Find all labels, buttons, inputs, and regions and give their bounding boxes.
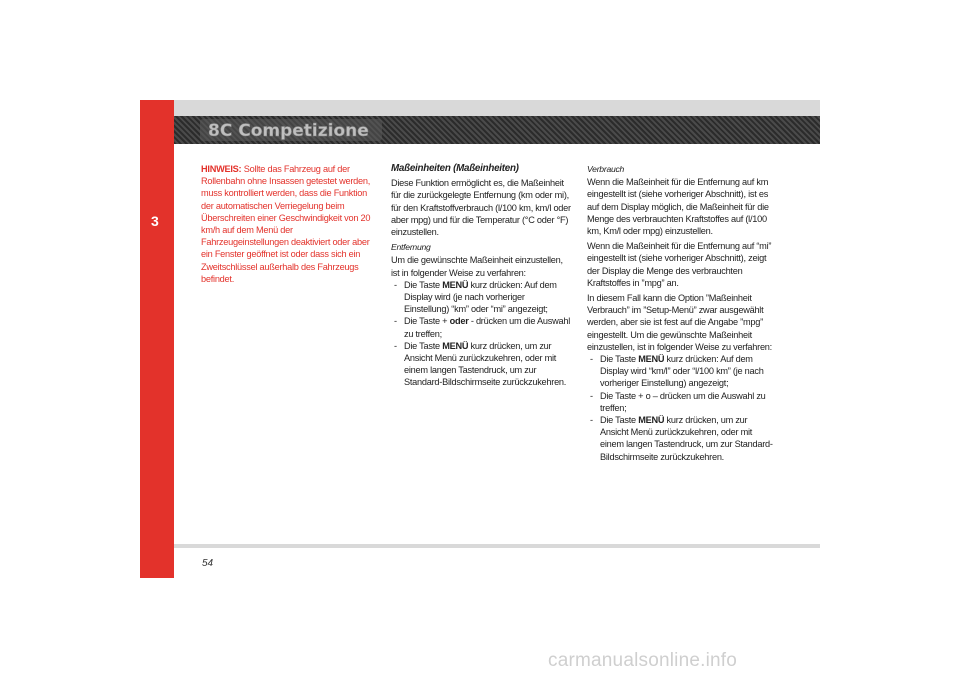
chapter-number: 3	[151, 213, 159, 229]
note-label: HINWEIS:	[201, 164, 242, 174]
verbrauch-steps	[587, 353, 773, 463]
verbrauch-para-3: In diesem Fall kann die Option ”Maßeinheit Verbrauch” im ”Setup-Menü” zwar ausgewählt werden, aber sie ist fest auf die Angabe ”mpg” eingestellt. Um die gewünschte Maßeinheit einzustellen, ist in folgender Weise zu verfahren:	[587, 293, 772, 352]
list-item: - Die Taste MENÜ kurz drücken: Auf dem Display wird (je nach vorheriger Einstellung) “km” oder “mi” angezeigt;	[391, 279, 571, 316]
logo-text: 8C Competizione	[208, 121, 369, 141]
list-item: - Die Taste MENÜ kurz drücken, um zur Ansicht Menü zurückzukehren, oder mit einem langen Tastendruck, um zur Standard-Bildschirmseite zurückzukehren.	[391, 340, 571, 389]
watermark: carmanualsonline.info	[548, 650, 738, 671]
list-item: - Die Taste MENÜ kurz drücken, um zur Ansicht Menü zurückzukehren, oder mit einem langen Tastendruck, um zur Standard-Bildschirmseite zurückzukehren.	[587, 414, 773, 463]
list-item: - Die Taste MENÜ kurz drücken: Auf dem Display wird “km/l” oder “l/100 km” (je nach vorheriger Einstellung) angezeigt;	[587, 353, 773, 390]
footer-rule	[174, 544, 820, 548]
note-text: Sollte das Fahrzeug auf der Rollenbahn ohne Insassen getestet werden, muss kontrolliert werden, dass die Funktion der automatischen Verriegelung beim Überschreiten einer Geschwindigkeit von 20 km/h auf dem Menü der Fahrzeugeinstellungen deaktiviert oder aber ein Fenster geöffnet ist oder dass sich ein Zweitschlüssel außerhalb des Fahrzeugs befindet.	[201, 164, 371, 284]
page-number: 54	[202, 558, 214, 569]
list-item: - Die Taste + o – drücken um die Auswahl zu treffen;	[587, 390, 773, 414]
entfernung-intro: Um die gewünschte Maßeinheit einzustellen, ist in folgender Weise zu verfahren:	[391, 255, 563, 278]
verbrauch-title: Verbrauch	[587, 164, 625, 174]
verbrauch-para-1: Wenn die Maßeinheit für die Entfernung auf km eingestellt ist (siehe vorheriger Abschnitt), ist es auf dem Display möglich, die Maßeinheit für die Menge des verbrauchten Kraftstoffes auf (l/100 km, Km/l oder mpg) einzustellen.	[587, 177, 769, 237]
list-item: - Die Taste + oder - drücken um die Auswahl zu treffen;	[391, 315, 571, 339]
chapter-tab	[140, 100, 174, 578]
brand-logo	[200, 117, 390, 143]
section-intro: Diese Funktion ermöglicht es, die Maßeinheit für die zurückgelegte Entfernung (km oder mi), für den Kraftstoffverbrauch (l/100 km, km/l oder aber mpg) und für die Temperatur (°C oder °F) einzustellen.	[391, 178, 571, 238]
note-column	[201, 163, 377, 285]
consumption-column	[587, 163, 773, 463]
entfernung-steps	[391, 279, 571, 389]
verbrauch-para-2: Wenn die Maßeinheit für die Entfernung auf “mi” eingestellt ist (siehe vorheriger Abschnitt), zeigt der Display die Menge des verbrauchten Kraftstoffes in ”mpg” an.	[587, 241, 772, 288]
units-column	[391, 163, 571, 389]
header-grey-bar	[174, 100, 820, 116]
entfernung-title: Entfernung	[391, 242, 431, 253]
section-title: Maßeinheiten (Maßeinheiten)	[391, 163, 519, 174]
